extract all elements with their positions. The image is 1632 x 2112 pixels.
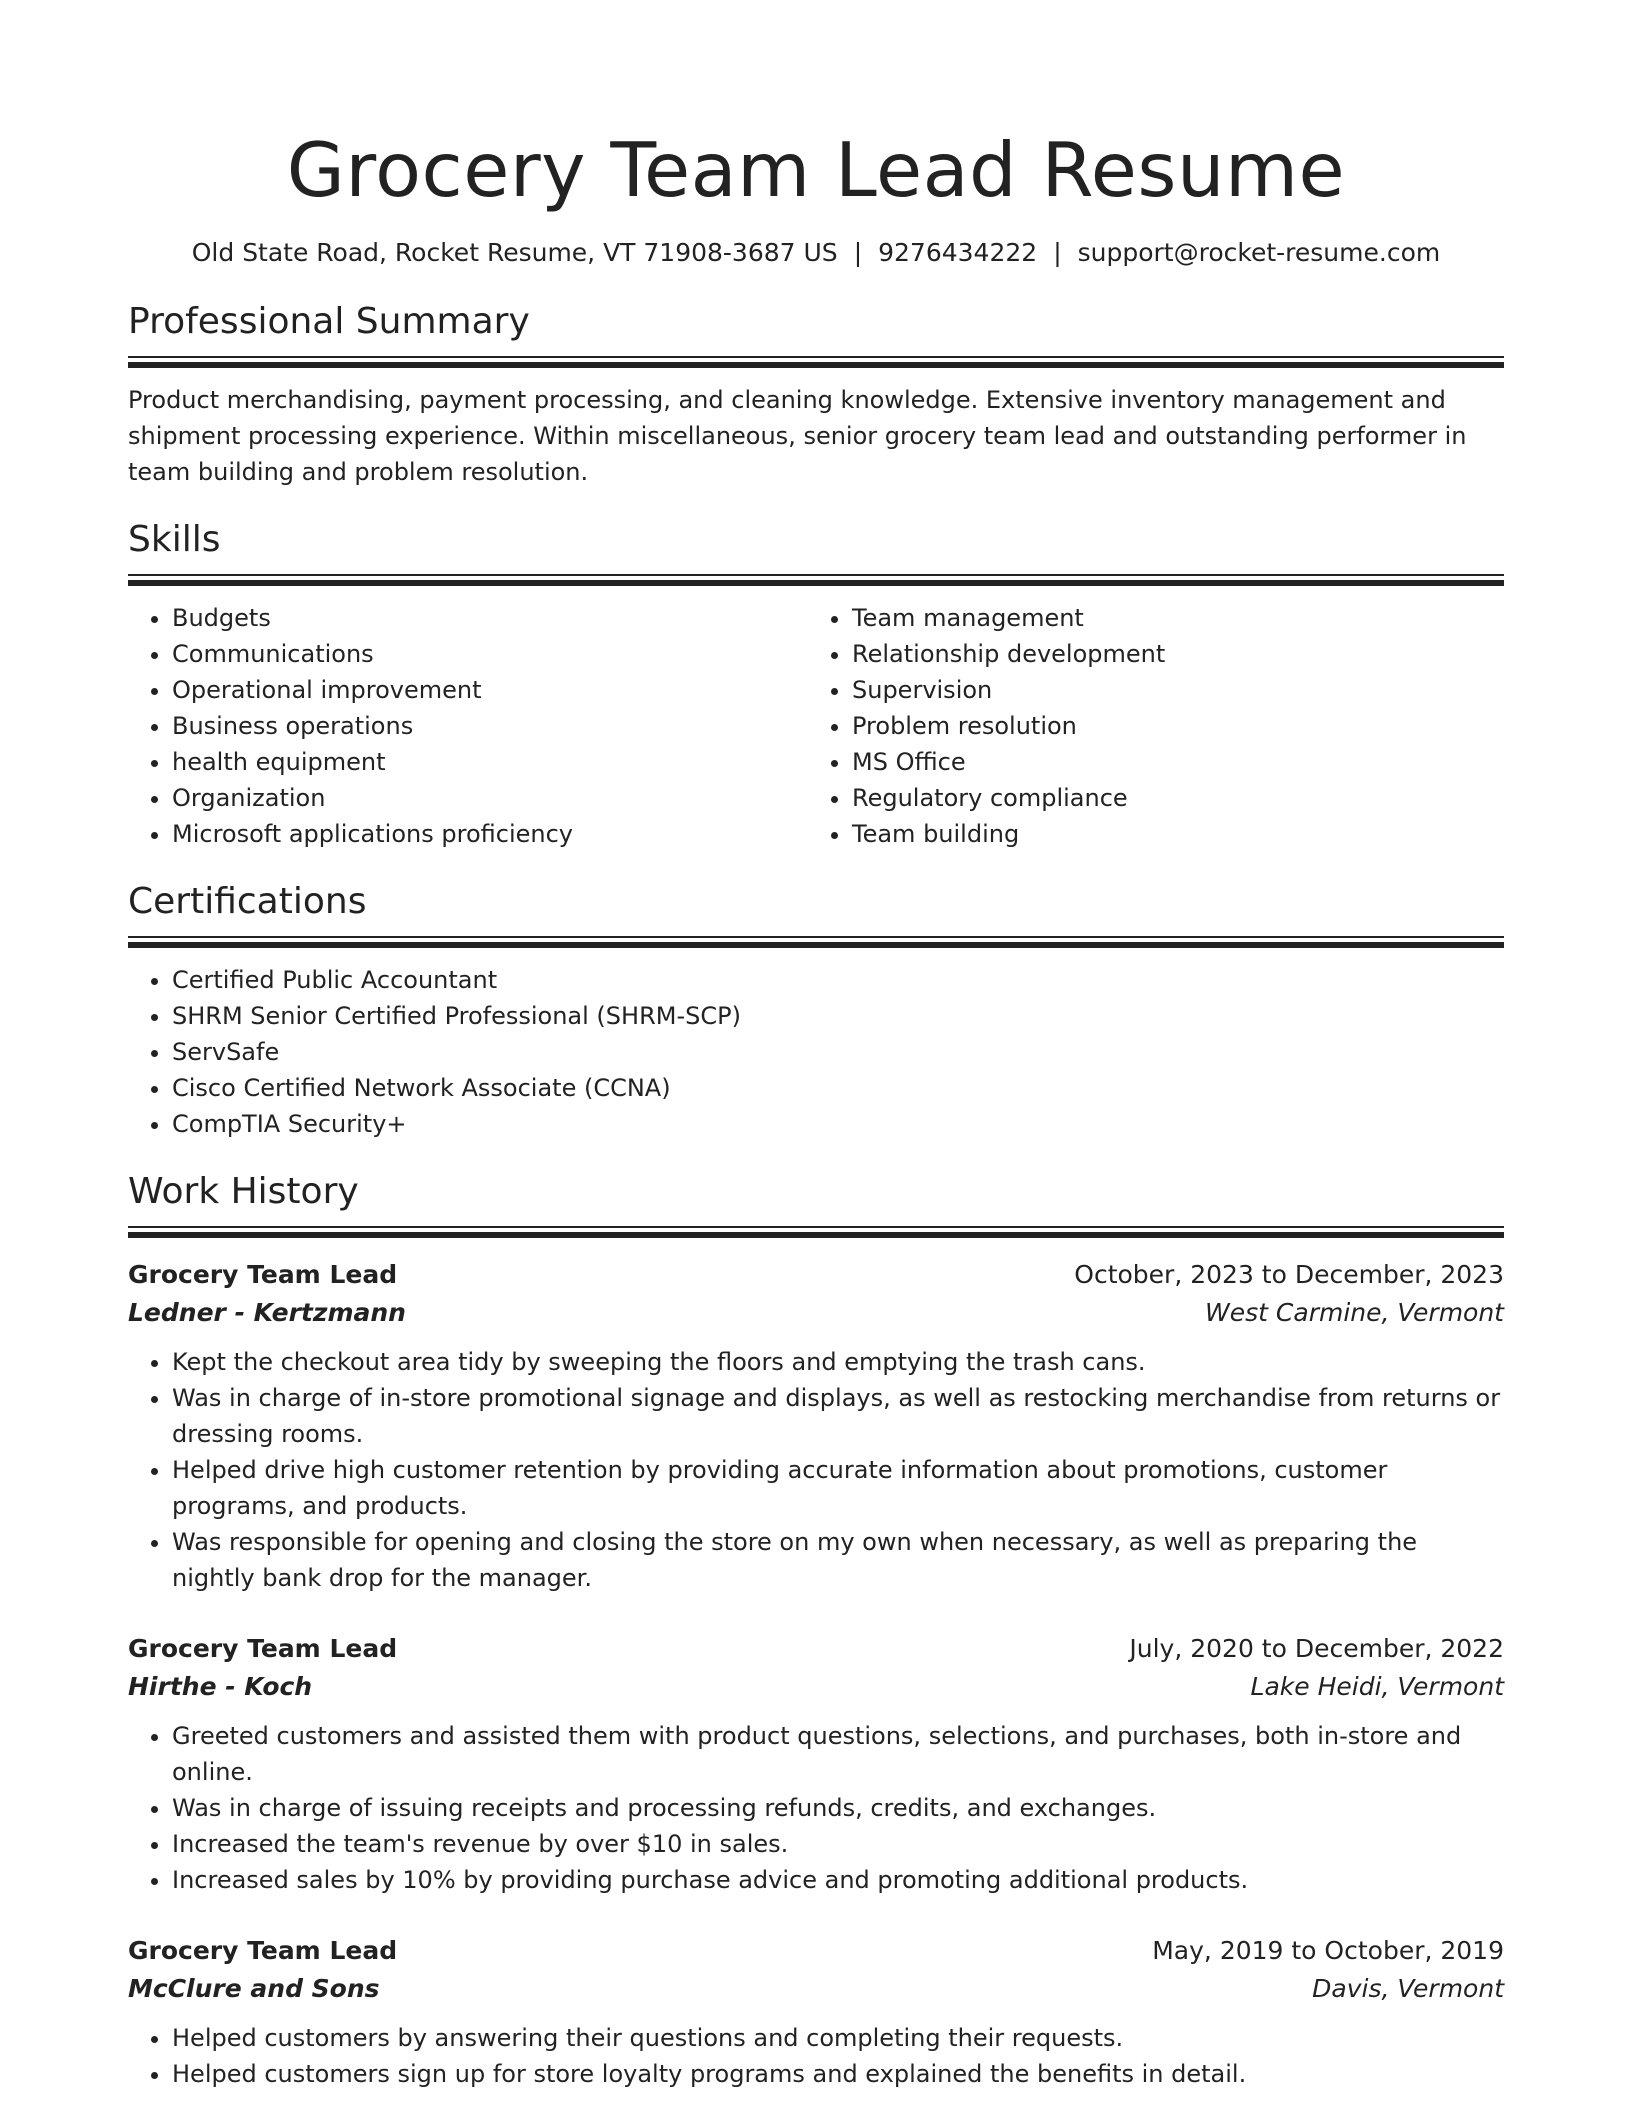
skill-item: • MS Office — [852, 744, 1488, 780]
job-header-row — [128, 1256, 1504, 1294]
skill-item: • Team building — [852, 816, 1488, 852]
job-dates: October, 2023 to December, 2023 — [1074, 1260, 1504, 1289]
job-company-row — [128, 1970, 1504, 2008]
skill-item: • Operational improvement — [172, 672, 808, 708]
job-bullet: • Helped customers sign up for store loyalty programs and explained the benefits in detail. — [172, 2056, 1504, 2092]
skill-item: • Organization — [172, 780, 808, 816]
section-title: Professional Summary — [128, 301, 530, 342]
job-title: Grocery Team Lead — [128, 1260, 398, 1289]
section-title: Skills — [128, 519, 221, 560]
job-dates: July, 2020 to December, 2022 — [1129, 1634, 1504, 1663]
skill-item: • Budgets — [172, 600, 808, 636]
contact-separator: | — [1053, 238, 1062, 267]
job-bullet: • Was responsible for opening and closing the store on my own when necessary, as well as preparing the nightly bank drop for the manager. — [172, 1524, 1504, 1596]
section-title: Certifications — [128, 881, 367, 922]
job-bullet: • Kept the checkout area tidy by sweeping the floors and emptying the trash cans. — [172, 1344, 1504, 1380]
contact-line — [128, 236, 1504, 270]
job-bullet: • Greeted customers and assisted them with product questions, selections, and purchases, both in-store and online. — [172, 1718, 1504, 1790]
skills-section — [128, 518, 1504, 852]
certification-item: • CompTIA Security+ — [172, 1106, 1504, 1142]
work-history-section — [128, 1170, 1504, 2092]
section-divider — [128, 356, 1504, 372]
section-divider — [128, 574, 1504, 590]
resume-title: Grocery Team Lead Resume — [286, 126, 1346, 214]
contact-separator: | — [853, 238, 863, 267]
job-company: Hirthe - Koch — [128, 1672, 313, 1701]
job-company-row — [128, 1294, 1504, 1332]
contact-address: Old State Road, Rocket Resume, VT 71908-3687 US — [191, 238, 838, 267]
job-bullet: • Increased the team's revenue by over $10 in sales. — [172, 1826, 1504, 1862]
job-bullets — [128, 1344, 1504, 1596]
certifications-list — [128, 962, 1504, 1142]
job-bullet: • Helped customers by answering their questions and completing their requests. — [172, 2020, 1504, 2056]
job-location: West Carmine, Vermont — [1205, 1298, 1504, 1327]
skill-item: • Supervision — [852, 672, 1488, 708]
resume-page — [128, 0, 1504, 2092]
job-bullet: • Helped drive high customer retention by providing accurate information about promotions, customer programs, and products. — [172, 1452, 1504, 1524]
job-bullets — [128, 1718, 1504, 1898]
summary-text: Product merchandising, payment processing, and cleaning knowledge. Extensive inventory management and shipment processing experience. Within miscellaneous, senior grocery team lead and outstanding performer in team building and problem resolution. — [128, 386, 1467, 486]
skill-item: • Relationship development — [852, 636, 1488, 672]
skills-left-list — [128, 600, 808, 852]
skill-item: • Problem resolution — [852, 708, 1488, 744]
job-dates: May, 2019 to October, 2019 — [1152, 1936, 1504, 1965]
job-entry — [128, 1256, 1504, 1596]
job-bullet: • Increased sales by 10% by providing purchase advice and promoting additional products. — [172, 1862, 1504, 1898]
summary-section — [128, 300, 1504, 490]
job-header-row — [128, 1630, 1504, 1668]
certification-item: • ServSafe — [172, 1034, 1504, 1070]
job-entry — [128, 1630, 1504, 1898]
jobs-list — [128, 1256, 1504, 2092]
section-divider — [128, 936, 1504, 952]
job-company-row — [128, 1668, 1504, 1706]
job-location: Davis, Vermont — [1312, 1974, 1504, 2003]
job-bullet: • Was in charge of issuing receipts and processing refunds, credits, and exchanges. — [172, 1790, 1504, 1826]
skill-item: • Communications — [172, 636, 808, 672]
skills-right-list — [808, 600, 1488, 852]
job-location: Lake Heidi, Vermont — [1250, 1672, 1504, 1701]
job-header-row — [128, 1932, 1504, 1970]
certification-item: • SHRM Senior Certified Professional (SHRM-SCP) — [172, 998, 1504, 1034]
skill-item: • Microsoft applications proficiency — [172, 816, 808, 852]
certification-item: • Certified Public Accountant — [172, 962, 1504, 998]
certifications-section — [128, 880, 1504, 1142]
job-title: Grocery Team Lead — [128, 1936, 398, 1965]
skill-item: • Regulatory compliance — [852, 780, 1488, 816]
section-divider — [128, 1226, 1504, 1242]
skill-item: • Business operations — [172, 708, 808, 744]
contact-phone: 9276434222 — [878, 238, 1038, 267]
job-bullets — [128, 2020, 1504, 2092]
job-company: McClure and Sons — [128, 1974, 380, 2003]
job-bullet: • Was in charge of in-store promotional signage and displays, as well as restocking merchandise from returns or dressing rooms. — [172, 1380, 1504, 1452]
section-title: Work History — [128, 1171, 359, 1212]
job-title: Grocery Team Lead — [128, 1634, 398, 1663]
skills-grid — [128, 600, 1504, 852]
job-company: Ledner - Kertzmann — [128, 1298, 406, 1327]
contact-email: support@rocket-resume.com — [1077, 238, 1441, 267]
certification-item: • Cisco Certified Network Associate (CCNA) — [172, 1070, 1504, 1106]
skill-item: • health equipment — [172, 744, 808, 780]
job-entry — [128, 1932, 1504, 2092]
skill-item: • Team management — [852, 600, 1488, 636]
